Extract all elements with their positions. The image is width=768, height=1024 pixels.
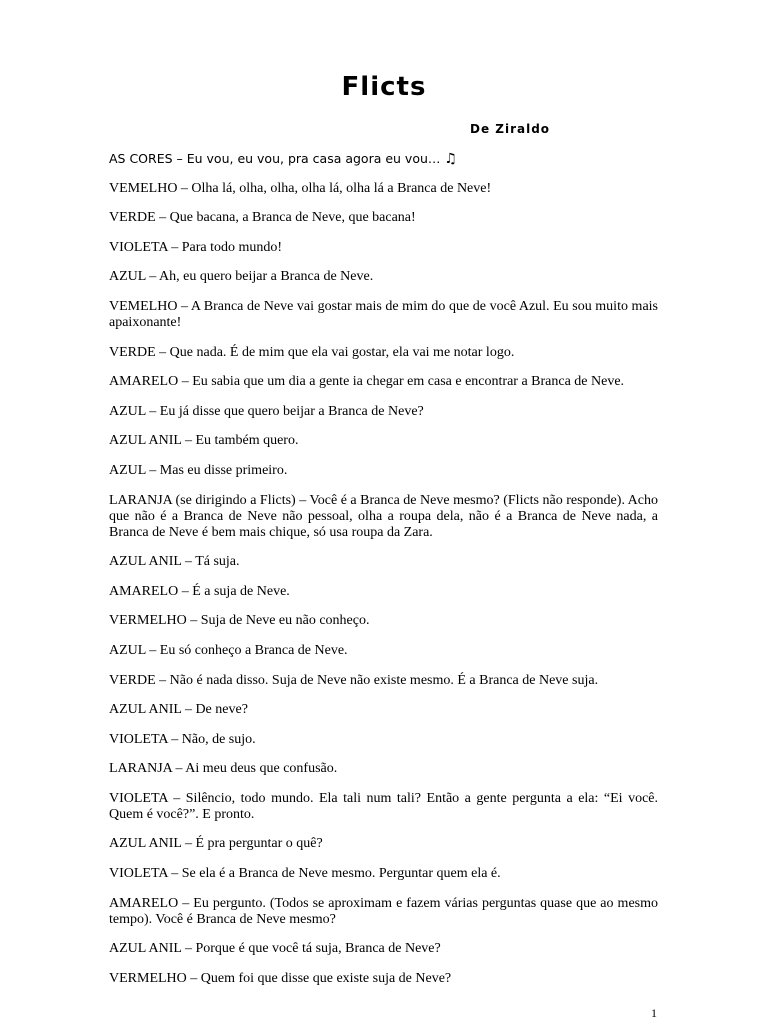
dialogue-line: VIOLETA – Não, de sujo. bbox=[109, 731, 256, 747]
dialogue-line: VIOLETA – Silêncio, todo mundo. Ela tali num tali? Então a gente pergunta a ela: “Ei você. Quem é você?”. E pronto. bbox=[109, 790, 658, 822]
dialogue-line: AZUL ANIL – Eu também quero. bbox=[109, 433, 299, 449]
dialogue-line: VIOLETA – Para todo mundo! bbox=[109, 239, 283, 255]
dialogue-line: AMARELO – É a suja de Neve. bbox=[109, 583, 290, 599]
dialogue-line: AZUL ANIL – Porque é que você tá suja, Branca de Neve? bbox=[109, 941, 441, 957]
dialogue-line: VIOLETA – Se ela é a Branca de Neve mesmo. Perguntar quem ela é. bbox=[109, 866, 501, 882]
dialogue-line: AZUL ANIL – É pra perguntar o quê? bbox=[109, 836, 323, 852]
music-note-icon: ♫ bbox=[444, 151, 457, 167]
page-number: 1 bbox=[651, 1006, 657, 1020]
dialogue-line bbox=[109, 151, 658, 167]
dialogue-line: VERDE – Não é nada disso. Suja de Neve não existe mesmo. É a Branca de Neve suja. bbox=[109, 672, 599, 688]
document-author: De Ziraldo bbox=[470, 122, 551, 136]
dialogue-body bbox=[109, 151, 658, 1000]
dialogue-line: AZUL – Mas eu disse primeiro. bbox=[109, 462, 288, 478]
dialogue-line: AMARELO – Eu pergunto. (Todos se aproximam e fazem várias perguntas quase que ao mesmo tempo). Você é Branca de Neve mesmo? bbox=[109, 895, 658, 927]
dialogue-line: VEMELHO – Olha lá, olha, olha, olha lá, olha lá a Branca de Neve! bbox=[109, 180, 492, 196]
dialogue-line: AZUL ANIL – Tá suja. bbox=[109, 554, 240, 570]
document-title: Flicts bbox=[341, 72, 427, 102]
dialogue-line: AZUL – Ah, eu quero beijar a Branca de Neve. bbox=[109, 269, 374, 285]
dialogue-line: VERMELHO – Suja de Neve eu não conheço. bbox=[109, 613, 370, 629]
dialogue-line: VEMELHO – A Branca de Neve vai gostar mais de mim do que de você Azul. Eu sou muito mais apaixonante! bbox=[109, 298, 658, 330]
dialogue-line: AZUL ANIL – De neve? bbox=[109, 702, 248, 718]
dialogue-line: VERDE – Que nada. É de mim que ela vai gostar, ela vai me notar logo. bbox=[109, 344, 515, 360]
dialogue-line: LARANJA – Ai meu deus que confusão. bbox=[109, 761, 338, 777]
dialogue-text: AS CORES – Eu vou, eu vou, pra casa agora eu vou… bbox=[109, 151, 445, 166]
dialogue-line: VERMELHO – Quem foi que disse que existe suja de Neve? bbox=[109, 970, 452, 986]
dialogue-line: VERDE – Que bacana, a Branca de Neve, que bacana! bbox=[109, 210, 416, 226]
dialogue-line: AZUL – Eu só conheço a Branca de Neve. bbox=[109, 642, 348, 658]
dialogue-line: AMARELO – Eu sabia que um dia a gente ia chegar em casa e encontrar a Branca de Neve. bbox=[109, 374, 625, 390]
dialogue-line: LARANJA (se dirigindo a Flicts) – Você é a Branca de Neve mesmo? (Flicts não responde). Acho que não é a Branca de Neve não pessoal, olha a roupa dela, não é a Branca de Neve nada, a Branca de Neve é bem mais chique, só usa roupa da Zara. bbox=[109, 492, 658, 540]
dialogue-line: AZUL – Eu já disse que quero beijar a Branca de Neve? bbox=[109, 403, 424, 419]
